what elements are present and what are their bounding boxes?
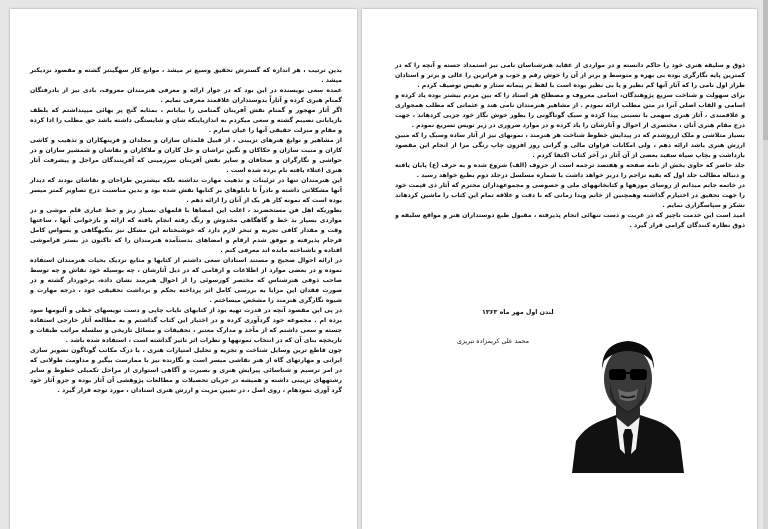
author-portrait — [572, 329, 684, 473]
paragraph: جلد حاضر که حاوی بخش از نامه صفحه و هفتصد ترجمه است از حروف (الف) شروع شده و به حرف (ع) پایان یافته و دنباله مطالب جلد اول که بقیه تراجم را دربر خواهد داشت با شماره مسلسل درجلد دوم بطبع خواهد رسید . — [395, 162, 745, 179]
paragraph: از مشاهیر و نوابغ هنرهای تزیینی ، از قبیل قلمدان سازان و مجلدان و قرینهکاران و تذهیب و کاشی کاران و منبت سازان و حکاکان و نگین تراشان و حل کاران و ملاکاران و نقاشان و شمشیر سازان و در حواشی و نگارگران و صحافان و سایر نقش آفرینان سرزمینی که آفرینندگان مراحل و پیشرفت آثار هنری اعتلاء یافته نام برده شده است . — [30, 137, 342, 174]
paragraph: برای سهولت و شناخت سریع پژوهندگان، اسامی معروف و مصطلح هر استاد را که بین مردم بیشتر بوده یاد کرده و اسامی و القاب اصلی آنرا در متن مطلب ارائه نمودم . از مشاهیر هنرمندان نامی هند و عثمانی که مطلب همجواری و علاقمندی ، آثار هنری سهمی با نسبتی پیدا کرده و سبک گوناگونی را بطور خوش نگار خود جزیی کردهاند ، جهت درج مقام هنری آنان ، مختصری از احوال و آثارشان را یاد کرده و در موارد ضروری در زیر نویس تسریع نمودم . — [395, 92, 745, 129]
paragraph: در خاتمه جانم میدانم از روسای موزهها و کتابخانههای ملی و خصوصی و مجموعهداران محترم که آثار ذی قیمت خود را جهت تحقیق در اختیارم گذاشته وهمچنین از خانم ویدا زمانی که با دقت و علاقه تمام این کتاب را ماشین کردهاند تشکر و سپاسگزاری نمایم . — [395, 182, 745, 209]
paragraph: بطوریکه اهل فن مستحضرند ، اغلب این امضاها با قلمهای بسیار ریز و خط عباری قلم موشی و در مواردی بسیار بد خط و گاهگاهی مخدوش و رنگ رفته انجام یافته که ارائه و بازخوانی آنها ، ساعتها وقت و مقدار کافی تجربه و تبحر لازم دارد که خوشبختانه این مشکل نیز بتکیهگاهی و بسواس کامل فرجام پذیرفته و موفق شدم ارقام و امضاهای بدستآمده هنرمندان را که تاکنون در بستر فراموشی افتاده و ناشناخته مانده اند معرفی کنم . — [30, 207, 342, 254]
signature-date: لندن اول مهر ماه ۱۳۶۳ — [482, 309, 554, 316]
page-left — [10, 9, 357, 529]
paragraph: عمده سعی نویسنده در این بود که در جوار ارائه و معرفی هنرمندان معروف، بادی نیز از بادرفتگان گمنام هنری کرده و آثاراً بدوستداران علاقمند معرفی نمایم . — [30, 87, 342, 104]
right-page-text — [395, 61, 745, 231]
author-name: محمد علی کریمزاده تبریزی — [457, 338, 529, 345]
paragraph: بسیار متلاشی و ملک ازروشدم که در پیدایش خطوط شناخت هر هنرمند ، نمونهای نیز از آثار ساده وسبک را که مبین ارزش هنری باشد ارائه دهم ، ولی امکانات فراوان مالی و گرانی روز افزون چاپ رنگی مرا از انجام این مقصود بازداشت و بچاپ سیاه سفید بعضی از آن آثار در آخر کتاب اکتفا کردم . — [395, 132, 745, 159]
paragraph: در ارائه احوال صحیح و مستند استادان سعی داشتم از کتابها و منابع نزدیک بحیات هنرمندان استفاده نموده و در بعضی موارد از اطلاعات و ارقامی که در ذیل آثارشان ، چه بوسیله خود نقاش و چه توسط صاحب ذوقی هنرشناس که مختصر کورسوئی را از احوال هنرمند نشان داده، برخوردار گشته و در صورت فقدان این مزایا به بررسی کامل اثر پرداخته بحکم و برداشت تحقیقی خود ، درجه مهارت و شیوه نگارگری هنرمند را مشخص میساختم . — [30, 257, 342, 304]
page-right — [362, 9, 757, 529]
vertical-scrollbar[interactable] — [763, 0, 768, 529]
left-page-text — [30, 66, 342, 396]
paragraph: چون قاطع ترین وسایل شناخت و تجزیه و تحلیل امتیازات هنری ، با درک مکاتب گوناگون تصویر سازی ایرانی و مهارتهای گاه از هنر نقاشی میسر است و نگارنده نیز با ممارست بیگیر و مداومت طولانی که در امر ترسیم و شناسائی پیرایش هنری و بصیرت و آگاهی استواری از مراحل تکمیلی خطوط و سایر رشتههای تزیینی داشته و همیشه در جریان تحصیلات و مطالعات پژوهشی آن آثار بوده و جزو آثار خود گرد آوری نمودهام ، روی اصل ، در تعیین مزیت و ارزش هنری استادان ، مورد توجه قرار گیرد . — [30, 347, 342, 394]
paragraph: امید است این خدمت ناچیز که در غربت و دست تنهائی انجام پذیرفته ، مقبول طبع دوستداران هنر و مواقع سلیقه و ذوق نظاره کنندگان گرامی قرار گیرد . — [395, 212, 745, 229]
paragraph: بدین ترتیب ، هر اندازه که گسترش تحقیق وسیع تر میشد ، موانع کار سهگینتر گشته و مقصود نزدیکتر میشد . — [30, 67, 342, 84]
paragraph: این هنرمندان تنها در تزئینات و تذهیب مهارت نداشته بلکه بیشترین طراحان و نقاشان بودند که دیدار آنها مشکلاتی داشته و نادراً تا تابلوهای بر کتابها نقش شده بود و بدین مناسبت درج تصاویر کمتر میسر بوده است که نمونه کار هر یک از آنان را ارائه دهم . — [30, 177, 342, 204]
paragraph: ذوق و سلیقه هنری خود را حاکم دانسته و در مواردی از عقاید هنرشناسان نامی نیز استمداد جسته و آنچه را که در کمترین پایه نگارگری بوده بی بهره و متوسط و برتر از آن را خوش رقم و خوب و فراترین را عالی و برتر و استادان طراز اول نامی را که آثار آنها کم نظیر و یا بی نظیر بوده است با لفظ یر پیمانه ستار و نفیس توصیف کردم . — [395, 62, 745, 89]
paragraph: اگر آثار مهجور و گمنام نقش آفرینان گمنامی را بیابانم ، بمثابه گنج پر بهائی میپنداشتم که بلطف بازیابانی نصیبم گشته و سعی میکردم به اندازیاینکه شان و شایستگی داشته باشد حق مطلب را ادا کرده و مقام و منزلت حقیقی آنها را عیان سازم . — [30, 107, 342, 134]
scrollbar-thumb[interactable] — [763, 0, 768, 140]
paragraph: در پی این مقصود آنچه در قدرت تهیه بود از کتابهای نایاب چاپی و دست نویسهای خطی و آلبومها سود برده ام . مجموعه خود گردآوری کرده و در اختیار این کتاب گذاشتم و به مطالعه آثار خارجی استفاده جسته و سعی داشتم که از مآخذ و مدارک معتبر ، تحقیقات و مسائل تاریخی و سلسله مراتب طبقات و تاریخچه بنای آن که در انتخاب نمونهها و نظرات اثر تاثیر گذاشته است ، استفاده شده باشد . — [30, 307, 342, 344]
